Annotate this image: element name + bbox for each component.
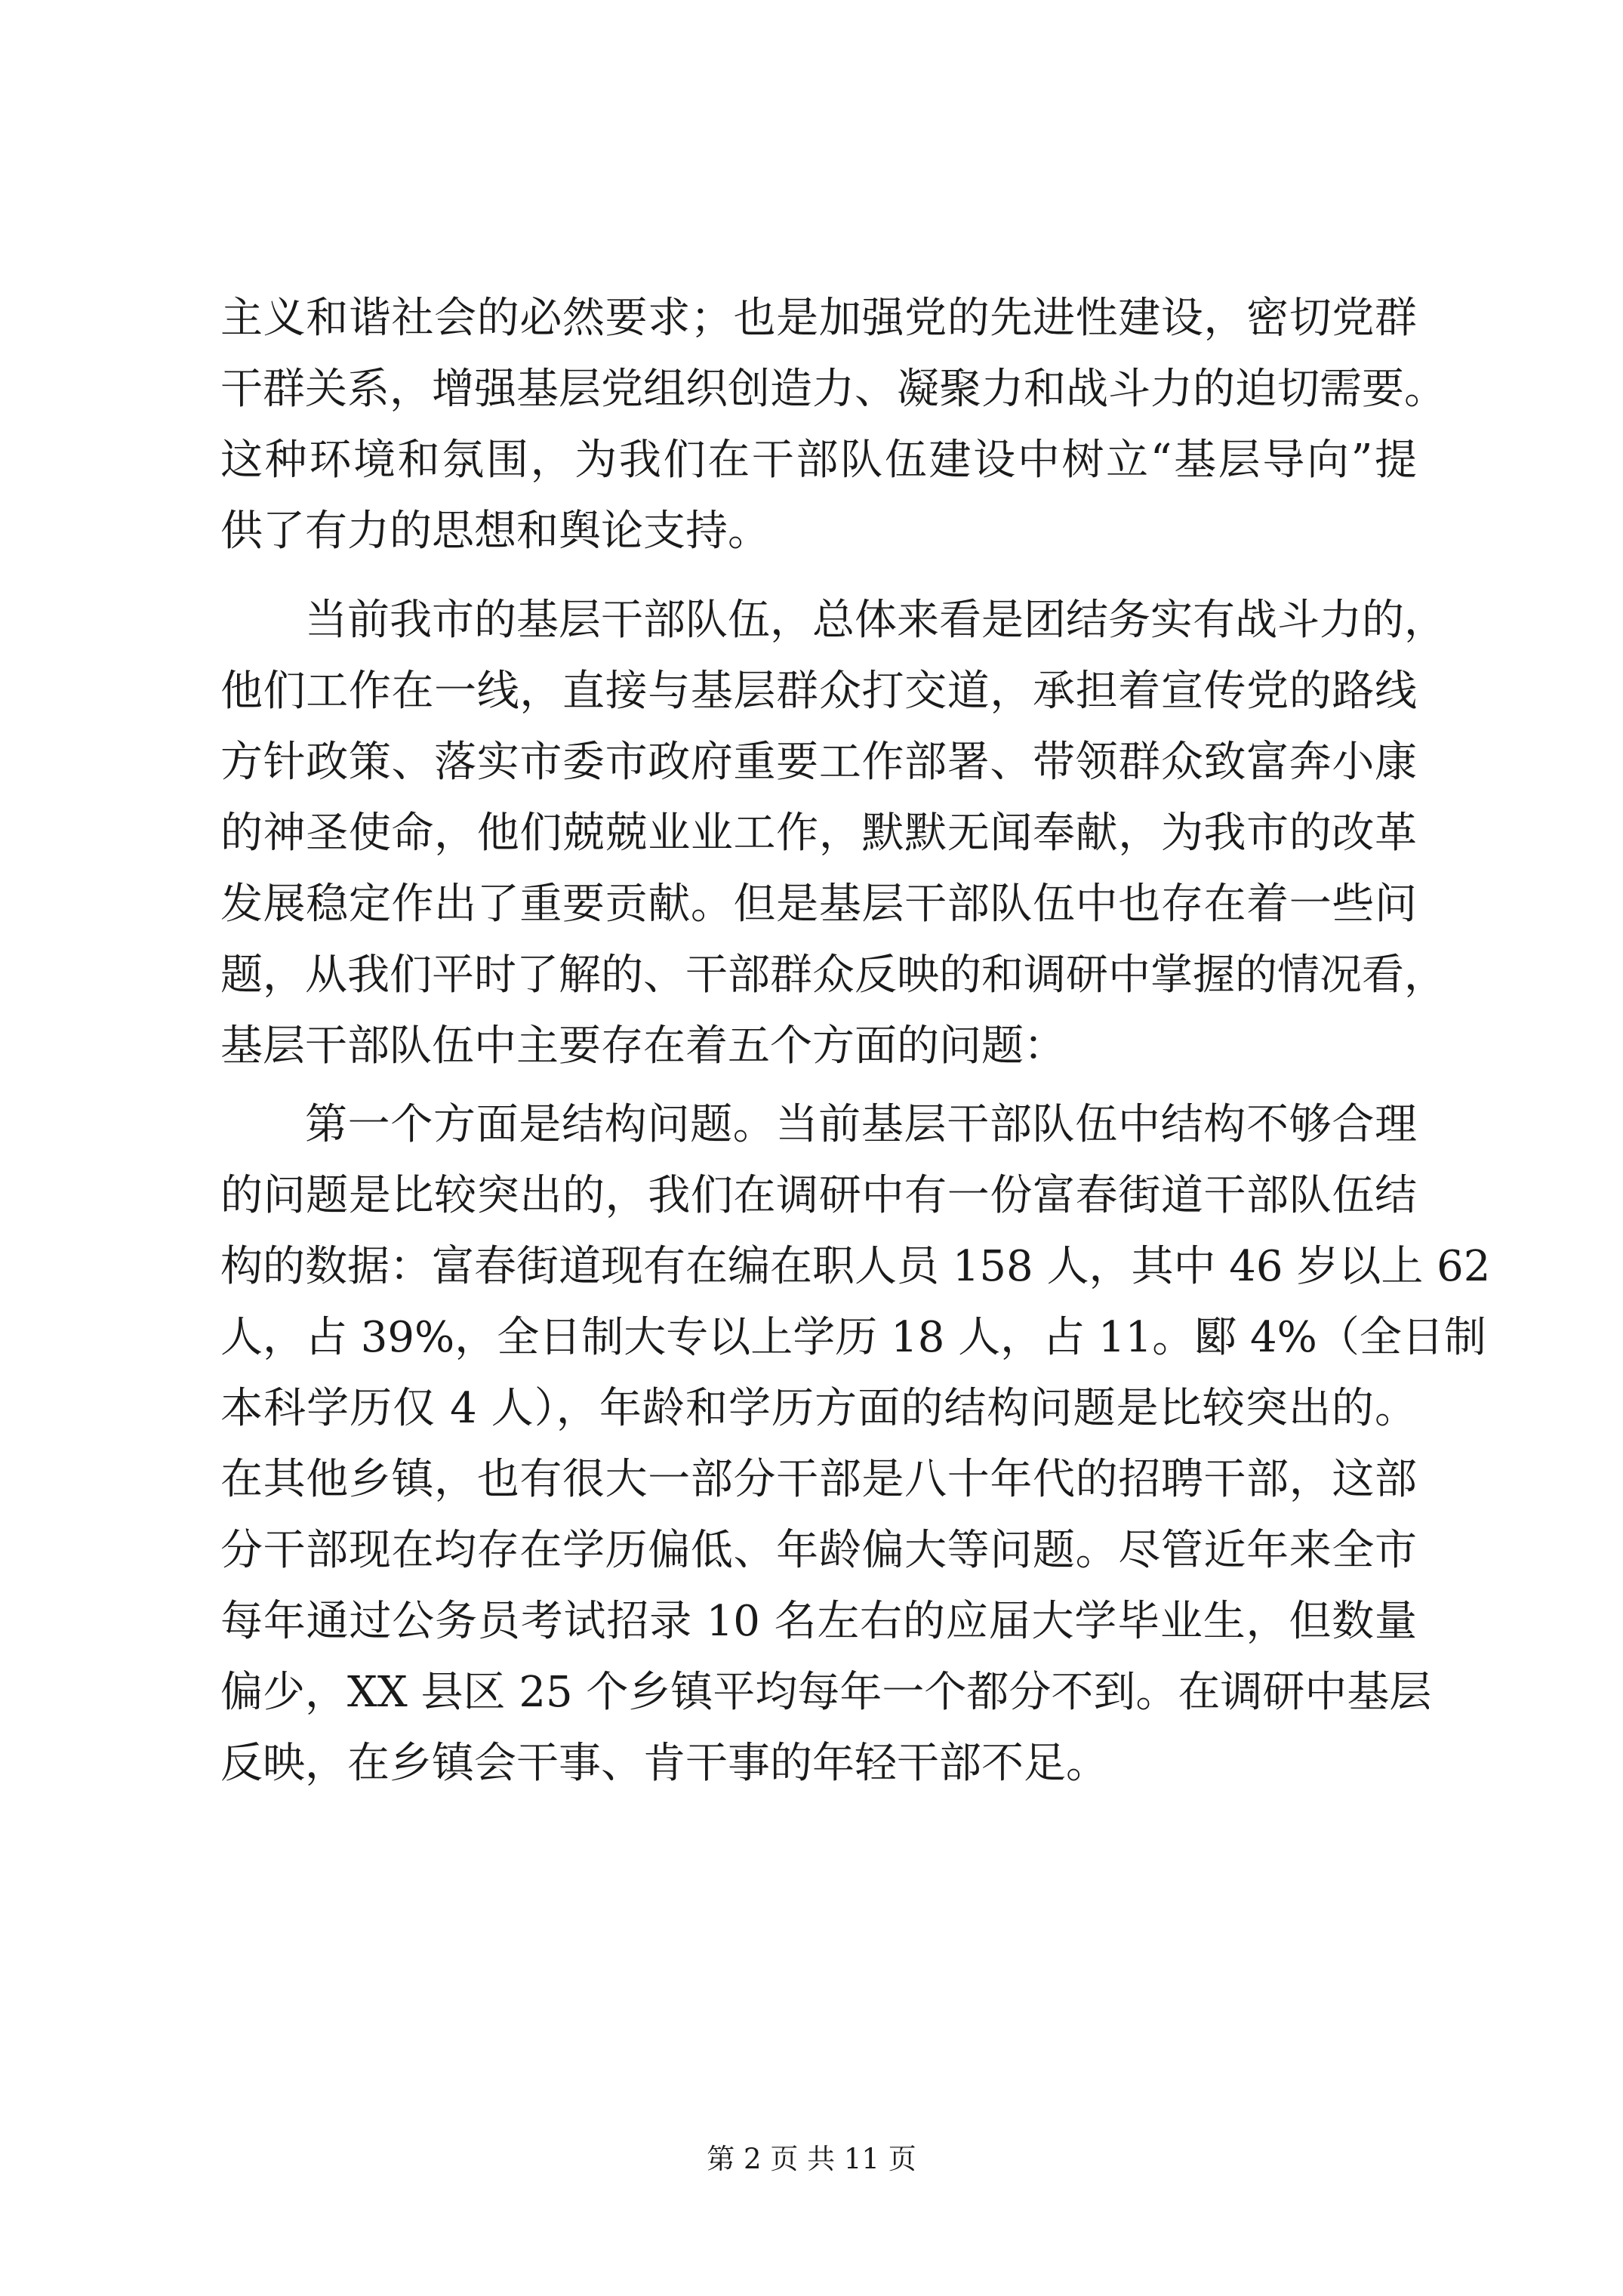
text-line: 第一个方面是结构问题。当前基层干部队伍中结构不够合理 <box>305 1100 1417 1149</box>
text-line: 反映，在乡镇会干事、肯干事的年轻干部不足。 <box>220 1739 1108 1788</box>
text-line: 当前我市的基层干部队伍，总体来看是团结务实有战斗力的， <box>305 596 1446 645</box>
text-line: 的问题是比较突出的，我们在调研中有一份富春街道干部队伍结 <box>220 1171 1417 1220</box>
text-line: 偏少，XX 县区 25 个乡镇平均每年一个都分不到。在调研中基层 <box>220 1668 1432 1717</box>
text-line: 本科学历仅 4 人），年龄和学历方面的结构问题是比较突出的。 <box>220 1384 1417 1433</box>
text-line: 这种环境和氛围，为我们在干部队伍建设中树立“基层导向”提 <box>220 436 1417 485</box>
text-line: 每年通过公务员考试招录 10 名左右的应届大学毕业生，但数量 <box>220 1597 1417 1646</box>
text-line: 干群关系，增强基层党组织创造力、凝聚力和战斗力的迫切需要。 <box>220 365 1446 414</box>
text-line: 基层干部队伍中主要存在着五个方面的问题： <box>220 1022 1066 1071</box>
text-line: 题，从我们平时了解的、干部群众反映的和调研中掌握的情况看， <box>220 951 1446 1000</box>
text-line: 分干部现在均存在学历偏低、年龄偏大等问题。尽管近年来全市 <box>220 1526 1417 1575</box>
text-line: 的神圣使命，他们兢兢业业工作，默默无闻奉献，为我市的改革 <box>220 809 1417 858</box>
paragraph-1 <box>220 283 1446 567</box>
text-line: 在其他乡镇，也有很大一部分干部是八十年代的招聘干部，这部 <box>220 1455 1417 1504</box>
paragraph-2 <box>220 585 1446 1082</box>
paragraph-3 <box>220 1089 1491 1799</box>
document-body <box>220 283 1491 1799</box>
page-number-footer: 第 2 页 共 11 页 <box>707 2143 916 2175</box>
text-line: 构的数据：富春街道现有在编在职人员 158 人，其中 46 岁以上 62 <box>220 1242 1491 1291</box>
text-line: 方针政策、落实市委市政府重要工作部署、带领群众致富奔小康 <box>220 738 1417 787</box>
text-line: 他们工作在一线，直接与基层群众打交道，承担着宣传党的路线 <box>220 667 1417 716</box>
text-line: 供了有力的思想和舆论支持。 <box>220 507 770 556</box>
text-line: 主义和谐社会的必然要求；也是加强党的先进性建设，密切党群 <box>220 294 1417 343</box>
text-line: 人，占 39%，全日制大专以上学历 18 人，占 11。郾 4%（全日制 <box>220 1313 1486 1362</box>
text-line: 发展稳定作出了重要贡献。但是基层干部队伍中也存在着一些问 <box>220 880 1417 929</box>
